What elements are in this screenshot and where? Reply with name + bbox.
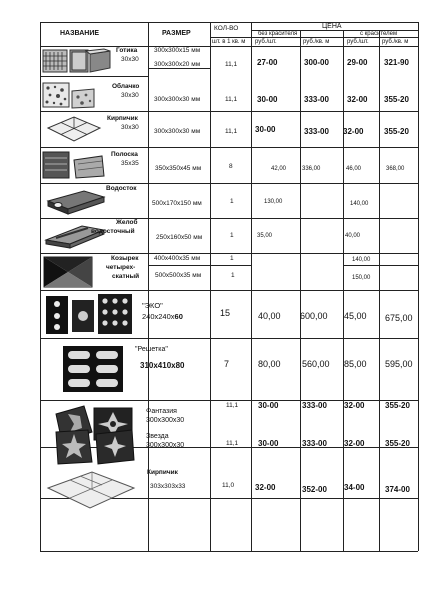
row-price: 32-00 [344, 439, 365, 448]
lattice-paver-icon [62, 345, 124, 393]
rule [251, 22, 252, 551]
row-price: 32-00 [344, 401, 365, 410]
row-name: скатный [112, 273, 140, 280]
row-size [142, 313, 183, 321]
row-qty: 1 [230, 198, 234, 205]
gothic-tile-icon [42, 48, 112, 74]
header-size: РАЗМЕР [162, 30, 191, 37]
row-qty: 11,0 [222, 482, 235, 489]
rule [300, 30, 301, 551]
row-qty: 8 [229, 163, 233, 170]
rule [210, 22, 211, 551]
rule [379, 30, 380, 551]
row-price: 333-00 [302, 439, 327, 448]
rule [40, 22, 41, 551]
row-qty: 11,1 [225, 61, 238, 68]
row-price: 140,00 [352, 257, 371, 263]
rule [300, 30, 418, 31]
row-qty: 1 [230, 255, 234, 262]
row-price: 355-20 [385, 439, 410, 448]
header-no-dye: без красителя [258, 31, 298, 37]
header-unit: руб./шт. [347, 39, 369, 45]
rule [40, 147, 418, 148]
row-price: 80,00 [258, 359, 281, 369]
row-name: 300х300х30 [146, 417, 185, 424]
row-name: 30х30 [121, 56, 139, 63]
row-price: 35,00 [257, 233, 273, 239]
row-price: 675,00 [385, 313, 413, 323]
header-unit: руб./кв. м [303, 39, 330, 45]
row-size: 500х170х150 мм [152, 200, 202, 207]
row-price: 42,00 [271, 166, 287, 172]
row-size: 300х300х20 мм [154, 61, 201, 68]
cloud-tile-icon [42, 79, 116, 109]
row-name: Готика [116, 47, 138, 54]
row-size-thickness: 60 [174, 312, 183, 321]
row-price: 45,00 [344, 311, 367, 321]
row-name: Фантазия [146, 408, 177, 415]
rule [40, 253, 418, 254]
row-size: 300х300х30 мм [154, 96, 201, 103]
row-price: 30-00 [257, 95, 278, 104]
rule [343, 265, 418, 266]
row-name: Козырек [111, 255, 139, 262]
header-unit: руб./кв. м [382, 39, 409, 45]
rule [148, 265, 251, 266]
row-price: 150,00 [352, 275, 371, 281]
row-name: 35х35 [121, 160, 139, 167]
row-price: 368,00 [386, 166, 405, 172]
row-price: 32-00 [255, 483, 276, 492]
row-price: 34-00 [344, 483, 365, 492]
row-name: Водосток [106, 185, 137, 192]
row-name: Желоб [116, 219, 138, 226]
row-price: 130,00 [264, 199, 283, 205]
rule [40, 46, 418, 47]
star-tile-icon [54, 426, 136, 466]
row-price: 333-00 [302, 401, 327, 410]
rule [40, 22, 418, 23]
row-name: "Решетка" [135, 346, 168, 353]
row-price: 560,00 [302, 359, 330, 369]
row-name: Полоска [111, 151, 138, 158]
row-price: 40,00 [345, 233, 361, 239]
row-size: 300х300х15 мм [154, 47, 201, 54]
row-price: 352-00 [302, 485, 327, 494]
row-name: Звезда [146, 433, 169, 440]
row-price: 46,00 [346, 166, 362, 172]
row-price: 336,00 [302, 166, 321, 172]
rule [40, 338, 418, 339]
row-size: 303х303х33 [150, 483, 186, 490]
row-price: 29-00 [347, 58, 368, 67]
header-price: ЦЕНА [322, 23, 342, 30]
row-size: 400х400х35 мм [154, 255, 201, 262]
row-price: 355-20 [385, 401, 410, 410]
row-name: 30х30 [121, 92, 139, 99]
row-name: Кирпичик [107, 115, 138, 122]
brick-tile-icon [44, 114, 102, 144]
row-size: 300х300х30 мм [154, 128, 201, 135]
rule [343, 30, 344, 551]
row-qty: 11,1 [225, 96, 238, 103]
rule [40, 218, 418, 219]
row-price: 321-90 [384, 58, 409, 67]
row-size: 350х350х45 мм [155, 165, 202, 172]
row-price: 333-00 [304, 95, 329, 104]
row-size: 310х410х80 [140, 361, 185, 370]
rule [418, 22, 419, 551]
row-name: водосточный [91, 228, 135, 235]
header-qty: КОЛ-ВО [214, 25, 239, 32]
row-price: 300-00 [304, 58, 329, 67]
row-name: Облачко [112, 83, 140, 90]
row-price: 333-00 [304, 127, 329, 136]
row-size-prefix: 240х240х [142, 312, 175, 321]
brick-tile-icon [44, 468, 136, 512]
row-price: 600,00 [300, 311, 328, 321]
header-name: НАЗВАНИЕ [60, 30, 100, 37]
row-size: 250х160х50 мм [156, 234, 203, 241]
row-price: 27-00 [257, 58, 278, 67]
row-price: 140,00 [350, 201, 369, 207]
row-price: 355-20 [384, 127, 409, 136]
four-slope-cap-icon [43, 256, 93, 288]
stripe-tile-icon [42, 150, 106, 180]
row-qty: 1 [230, 232, 234, 239]
row-price: 374-00 [385, 485, 410, 494]
drain-block-icon [46, 187, 106, 215]
row-price: 30-00 [258, 439, 279, 448]
row-qty: 11,1 [226, 440, 239, 447]
row-name: "ЭКО" [142, 301, 163, 310]
row-qty: 15 [220, 308, 231, 318]
eco-grass-paver-icon [44, 292, 134, 336]
header-unit: руб./шт. [255, 39, 277, 45]
rule [40, 290, 418, 291]
header-dye: с красителем [360, 31, 398, 37]
row-qty: 7 [224, 359, 230, 369]
rule [40, 76, 148, 77]
row-price: 595,00 [385, 359, 413, 369]
rule [40, 551, 418, 552]
gutter-icon [42, 222, 108, 250]
row-size: 500х500х35 мм [155, 272, 202, 279]
row-qty: 1 [231, 272, 235, 279]
row-qty: 11,1 [225, 128, 238, 135]
row-qty: 11,1 [226, 402, 239, 409]
row-price: 40,00 [258, 311, 281, 321]
row-price: 85,00 [344, 359, 367, 369]
rule [210, 37, 418, 38]
row-price: 30-00 [258, 401, 279, 410]
header-qty-unit: шт. в 1 кв. м [212, 39, 246, 45]
rule [40, 183, 418, 184]
row-price: 32-00 [343, 127, 364, 136]
row-price: 355-20 [384, 95, 409, 104]
row-name: Кирпичик [147, 469, 178, 476]
row-name: четырех- [106, 264, 136, 271]
row-name: 30х30 [121, 124, 139, 131]
row-price: 32-00 [347, 95, 368, 104]
rule [40, 111, 418, 112]
row-name: 300х300х30 [146, 442, 185, 449]
row-price: 30-00 [255, 125, 276, 134]
